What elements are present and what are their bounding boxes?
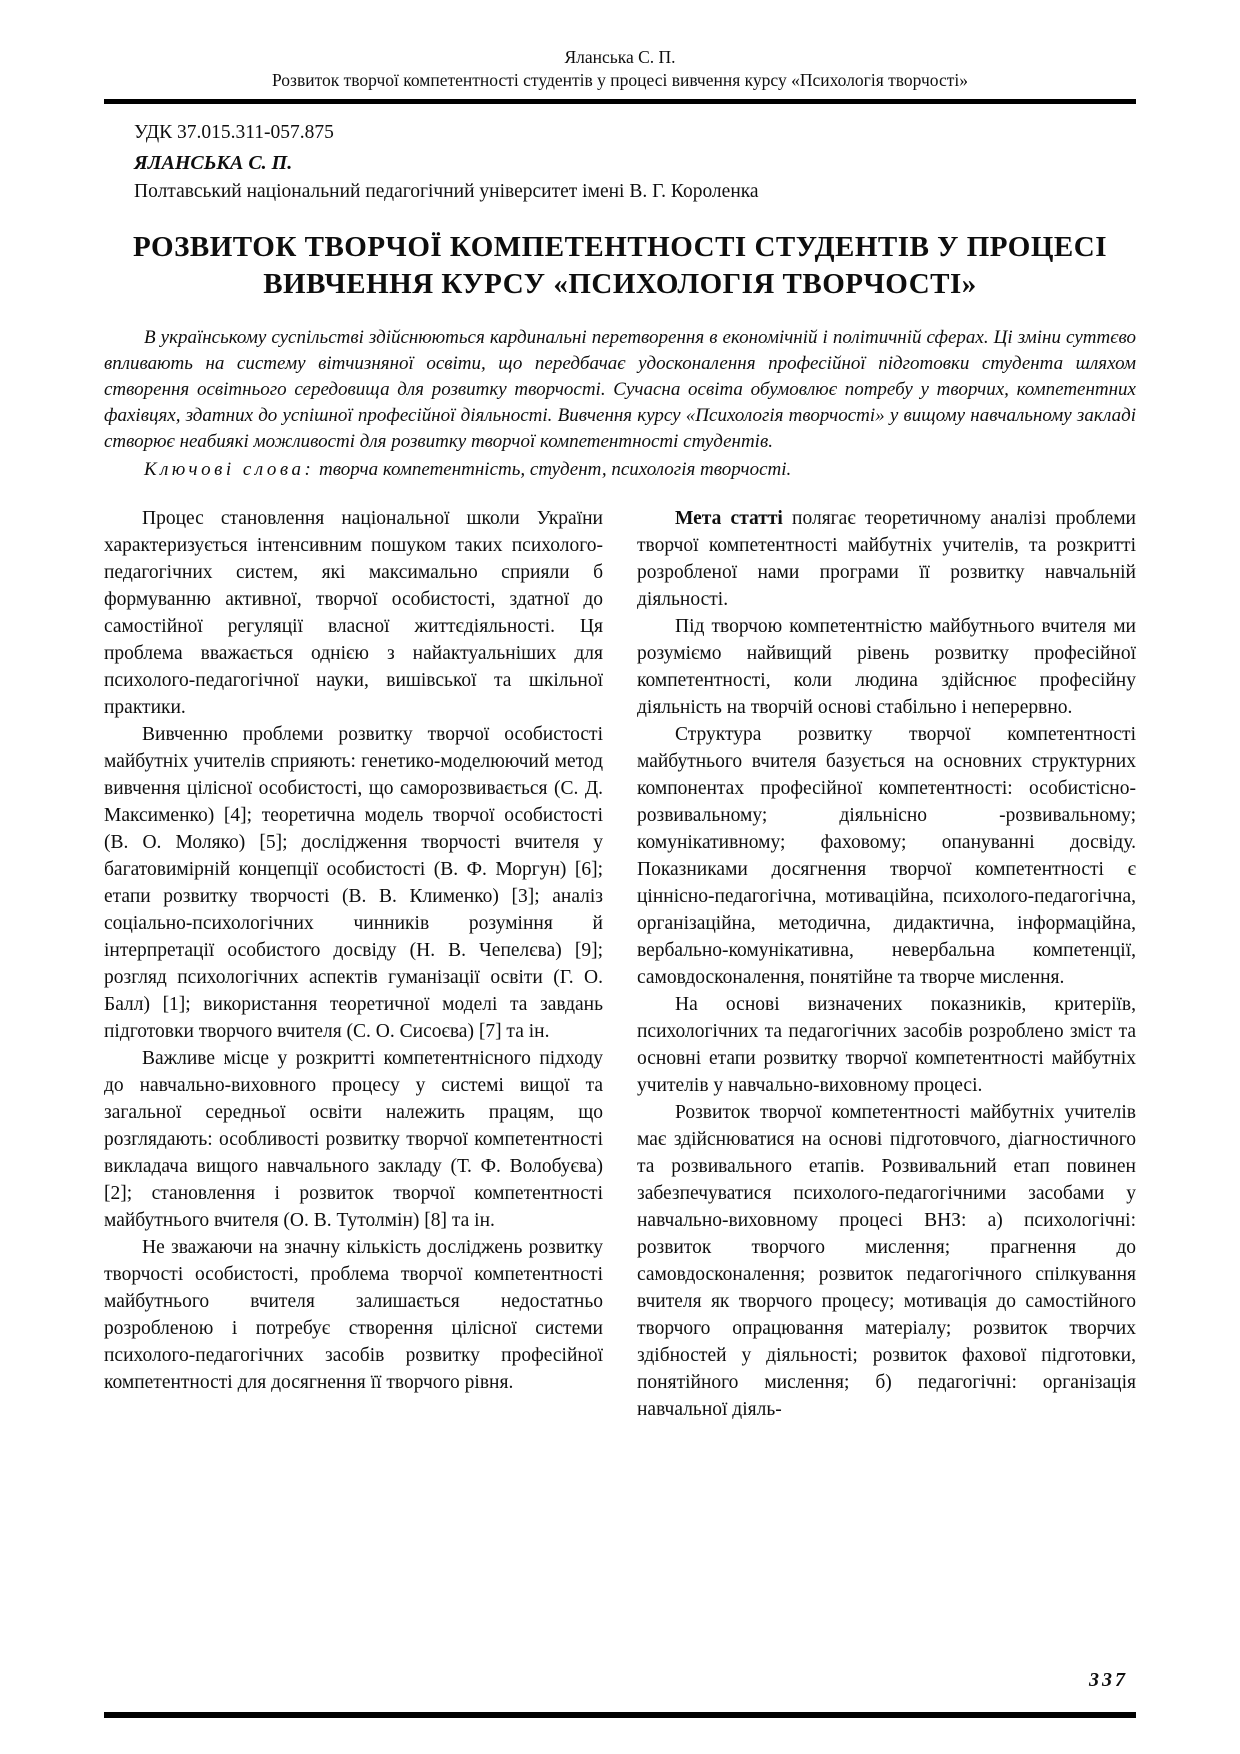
right-column: [637, 505, 1136, 1423]
paragraph: [637, 991, 1136, 1099]
header-rule: [104, 99, 1136, 104]
keywords-line: [104, 457, 1136, 483]
udc-code: УДК 37.015.311-057.875: [134, 122, 334, 143]
paragraph-lead: Мета статті: [675, 508, 783, 529]
two-column-body: [104, 505, 1136, 1423]
paragraph-text: Під творчою компетентністю майбутнього вчителя ми розуміємо найвищий рівень розвитку професійної компетентності, коли людина здійснює професійну діяльність на творчій основі стабільно і неперервно.: [637, 616, 1136, 718]
abstract-text: В українському суспільстві здійснюються кардинальні перетворення в економічній і політичній сферах. Ці зміни суттєво впливають на систему вітчизняної освіти, що передбачає удосконалення професійної підготовки студента шляхом створення освітнього середовища для розвитку творчості. Сучасна освіта обумовлює потребу у творчих, компетентних фахівцях, здатних до успішної професійної діяльності. Вивчення курсу «Психологія творчості» у вищому навчальному закладі створює неабиякі можливості для розвитку творчої компетентності студентів.: [104, 327, 1136, 452]
keywords-list: творча компетентність, студент, психологія творчості.: [314, 459, 792, 480]
left-column: [104, 505, 603, 1423]
paragraph-text: Не зважаючи на значну кількість досліджень розвитку творчості особистості, проблема творчої компетентності майбутнього вчителя залишається недостатньо розробленою і потребує створення цілісної системи психолого-педагогічних засобів розвитку професійної компетентності для досягнення її творчого рівня.: [104, 1237, 603, 1393]
article-title: РОЗВИТОК ТВОРЧОЇ КОМПЕТЕНТНОСТІ СТУДЕНТІВ У ПРОЦЕСІ ВИВЧЕННЯ КУРСУ «ПСИХОЛОГІЯ ТВОРЧОСТІ»: [133, 231, 1107, 300]
paragraph-text: Вивченню проблеми розвитку творчої особистості майбутніх учителів сприяють: генетико-моделюючий метод вивчення цілісної особистості, що саморозвивається (С. Д. Максименко) [4]; теоретична модель творчої особистості (В. О. Моляко) [5]; дослідження творчості вчителя у багатовимірній концепції особистості (В. Ф. Моргун) [6]; етапи розвитку творчості (В. В. Клименко) [3]; аналіз соціально-психологічних чинників розуміння й інтерпретації особистого досвіду (Н. В. Чепелєва) [9]; розгляд психологічних аспектів гуманізації освіти (Г. О. Балл) [1]; використання теоретичної моделі та завдань підготовки творчого вчителя (С. О. Сисоєва) [7] та ін.: [104, 724, 603, 1042]
paragraph-text: полягає теоретичному аналізі проблеми творчої компетентності майбутніх учителів, та розкритті розробленої нами програми її розвитку навчальній діяльності.: [637, 508, 1136, 610]
paragraph-text: Важливе місце у розкритті компетентнісного підходу до навчально-виховного процесу у системі вищої та загальної середньої освіти належить працям, що розглядають: особливості розвитку творчої компетентності викладача вищого навчального закладу (Т. Ф. Волобуєва) [2]; становлення і розвиток творчої компетентності майбутнього вчителя (О. В. Тутолмін) [8] та ін.: [104, 1048, 603, 1231]
paragraph-text: Структура розвитку творчої компетентності майбутнього вчителя базується на основних структурних компонентах професійної компетентності: особистісно-розвивальному; діяльнісно -розвивальному; комунікативному; фаховому; опануванні досвіду. Показниками досягнення творчої компетентності є ціннісно-педагогічна, мотиваційна, психолого-педагогічна, організаційна, методична, дидактична, інформаційна, вербально-комунікативна, невербальна компетенції, самовдосконалення, понятійне та творче мислення.: [637, 724, 1136, 988]
running-head-author: Яланська С. П.: [564, 47, 676, 67]
paragraph-text: Розвиток творчої компетентності майбутніх учителів має здійснюватися на основі підготовчого, діагностичного та розвивального етапів. Розвивальний етап повинен забезпечуватися психолого-педагогічними засобами у навчально-виховному процесі ВНЗ: а) психологічні: розвиток творчого мислення; прагнення до самовдосконалення; розвиток педагогічного спілкування вчителя як творчого процесу; мотивація до самостійного творчого опрацювання матеріалу; розвиток творчих здібностей у діяльності; розвиток фахової підготовки, понятійного мислення; б) педагогічні: організація навчальної діяль-: [637, 1102, 1136, 1420]
author-name: ЯЛАНСЬКА С. П.: [134, 152, 293, 174]
paragraph-text: Процес становлення національної школи України характеризується інтенсивним пошуком таких психолого-педагогічних систем, які максимально сприяли б формуванню активної, творчої особистості, здатної до самостійної регуляції власної життєдіяльності. Ця проблема вважається однією з найактуальніших для психолого-педагогічної науки, вишівської та шкільної практики.: [104, 508, 603, 718]
paragraph: [104, 505, 603, 721]
paragraph: [104, 1045, 603, 1234]
abstract: [104, 325, 1136, 483]
paragraph: [104, 1234, 603, 1396]
running-head: [0, 0, 1240, 92]
paragraph-text: На основі визначених показників, критеріїв, психологічних та педагогічних засобів розроблено зміст та основні етапи розвитку творчої компетентності майбутніх учителів у навчально-виховному процесі.: [637, 994, 1136, 1096]
paragraph: [637, 721, 1136, 991]
page-number: 337: [1089, 1669, 1128, 1691]
page-content: [104, 122, 1136, 1423]
author-affiliation: Полтавський національний педагогічний університет імені В. Г. Короленка: [134, 181, 759, 202]
paragraph: [637, 1099, 1136, 1423]
footer-rule: [104, 1712, 1136, 1718]
paragraph: [104, 721, 603, 1045]
paragraph: [637, 613, 1136, 721]
running-head-title: Розвиток творчої компетентності студентів у процесі вивчення курсу «Психологія творчості»: [271, 70, 969, 90]
keywords-label: Ключові слова:: [144, 459, 315, 480]
paragraph: [637, 505, 1136, 613]
